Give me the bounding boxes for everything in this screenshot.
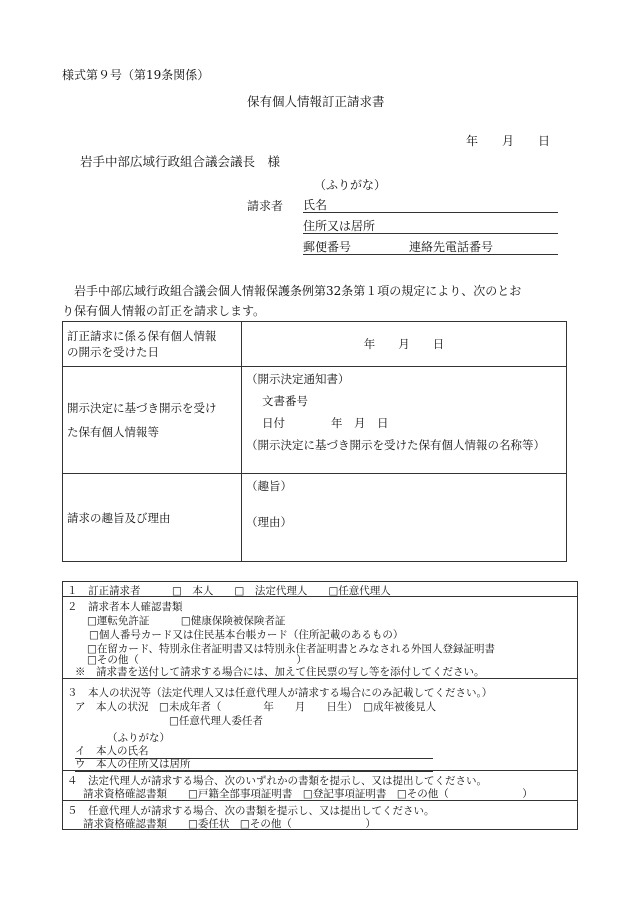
name-field[interactable]	[303, 195, 558, 213]
address-label: 住所又は居所	[303, 219, 376, 233]
section-principal-status: ３ 本人の状況等（法定代理人又は任意代理人が請求する場合にのみ記載してください。） ア 本人の状況 □未成年者（ 年 月 日生） □成年被後見人 □任意代理人委任者 （ふりがな） イ 本人の氏名 ウ 本人の住所又は居所	[62, 679, 578, 771]
purpose-reason-field[interactable]: （趣旨） （理由）	[242, 474, 567, 562]
section-legal-agent-docs: ４ 法定代理人が請求する場合、次のいずれかの書類を提示し、又は提出してください。 請求資格確認書類 □戸籍全部事項証明書 □登記事項証明書 □その他（ ）	[62, 771, 578, 801]
requester-furigana: （ふりがな）	[314, 178, 387, 192]
disclosed-info-label: 開示決定に基づき開示を受け た保有個人情報等	[63, 367, 242, 474]
disclosure-date-field[interactable]: 年 月 日	[242, 322, 567, 367]
postal-label: 郵便番号	[303, 240, 352, 254]
addressee: 岩手中部広域行政組合議会議長 様	[80, 154, 281, 169]
purpose-reason-label: 請求の趣旨及び理由	[63, 474, 242, 562]
disclosed-info-field[interactable]: （開示決定通知書） 文書番号 日付 年 月 日 （開示決定に基づき開示を受けた保有個人情報の名称等）	[242, 367, 567, 474]
principal-name-field[interactable]: イ 本人の氏名	[75, 743, 433, 759]
disclosure-date-label: 訂正請求に係る保有個人情報 の開示を受けた日	[63, 322, 242, 367]
section-voluntary-agent-docs: ５ 任意代理人が請求する場合、次の書類を提示し、又は提出してください。 請求資格確認書類 □委任状 □その他（ ）	[62, 801, 578, 830]
page-title: 保有個人情報訂正請求書	[247, 94, 385, 109]
section-id-documents: ２ 請求者本人確認書類 □運転免許証 □健康保険被保険者証 □個人番号カード又は住民基本台帳カード（住所記載のあるもの） □在留カード、特別永住者証明書又は特別永住者証明書とみなされる外国人登録証明書 □その他（ ） ※ 請求書を送付して請求する場合には、加えて住民票の写し等を添付してください。	[62, 597, 578, 679]
phone-label: 連絡先電話番号	[409, 240, 494, 254]
address-field[interactable]	[303, 216, 558, 234]
contact-field[interactable]	[303, 237, 558, 255]
statement-line-1: 岩手中部広域行政組合議会個人情報保護条例第32条第１項の規定により、次のとお	[74, 284, 522, 298]
principal-address-field[interactable]: ウ 本人の住所又は居所	[75, 756, 433, 772]
name-label: 氏名	[303, 198, 328, 212]
statement-line-2: り保有個人情報の訂正を請求します。	[62, 304, 266, 318]
form-number: 様式第９号（第19条関係）	[62, 68, 210, 82]
request-table	[62, 321, 567, 562]
date-line: 年 月 日	[466, 134, 551, 148]
requester-label: 請求者	[247, 199, 284, 213]
section-requester-type: １ 訂正請求者 □ 本人 □ 法定代理人 □任意代理人	[62, 581, 578, 597]
